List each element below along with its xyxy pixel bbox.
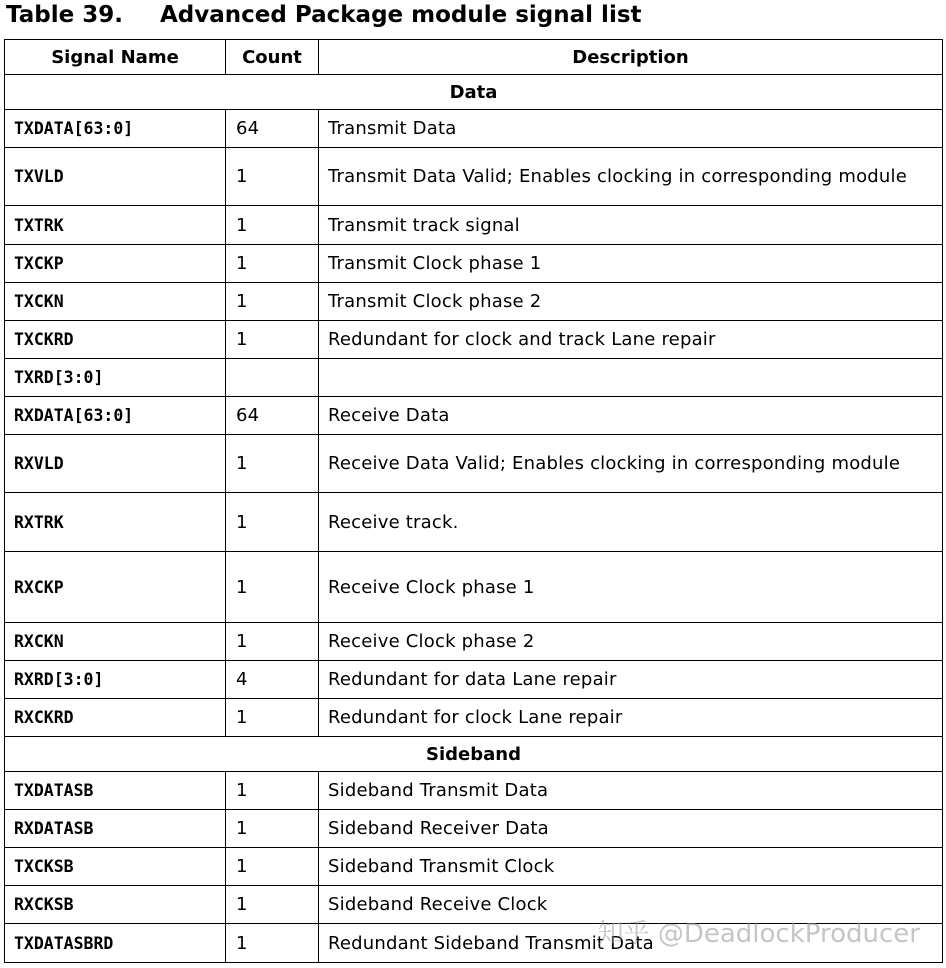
header-count: Count [226, 40, 319, 75]
description-cell: Receive Data [319, 397, 943, 435]
table-row [5, 886, 943, 924]
table-row [5, 206, 943, 245]
table-row [5, 110, 943, 148]
description-cell: Transmit Clock phase 2 [319, 283, 943, 321]
table-caption: Advanced Package module signal list [160, 2, 642, 28]
signal-table [4, 39, 943, 963]
table-number: Table 39. [6, 2, 123, 28]
table-row [5, 552, 943, 623]
count-cell: 1 [226, 493, 319, 552]
table-row [5, 699, 943, 737]
count-cell: 1 [226, 283, 319, 321]
table-row [5, 493, 943, 552]
signal-name-cell: TXCKN [5, 283, 226, 321]
signal-name-cell: RXDATASB [5, 810, 226, 848]
count-cell: 64 [226, 397, 319, 435]
description-cell: Sideband Transmit Data [319, 772, 943, 810]
count-cell: 1 [226, 699, 319, 737]
table-row [5, 848, 943, 886]
header-signal-name: Signal Name [5, 40, 226, 75]
table-row [5, 321, 943, 359]
description-cell: Transmit track signal [319, 206, 943, 245]
section-title: Sideband [5, 737, 943, 772]
signal-name-cell: TXCKP [5, 245, 226, 283]
count-cell: 4 [226, 661, 319, 699]
section-row [5, 737, 943, 772]
description-cell [319, 359, 943, 397]
table-row [5, 148, 943, 206]
signal-name-cell: RXCKSB [5, 886, 226, 924]
signal-name-cell: RXRD[3:0] [5, 661, 226, 699]
count-cell: 1 [226, 206, 319, 245]
description-cell: Redundant for data Lane repair [319, 661, 943, 699]
description-cell: Sideband Transmit Clock [319, 848, 943, 886]
signal-name-cell: RXCKN [5, 623, 226, 661]
description-cell: Receive track. [319, 493, 943, 552]
table-row [5, 661, 943, 699]
header-row [5, 40, 943, 75]
description-cell: Redundant for clock Lane repair [319, 699, 943, 737]
header-description: Description [319, 40, 943, 75]
signal-name-cell: TXDATASBRD [5, 924, 226, 963]
description-cell: Redundant Sideband Transmit Data [319, 924, 943, 963]
count-cell: 1 [226, 148, 319, 206]
count-cell: 1 [226, 321, 319, 359]
table-row [5, 359, 943, 397]
table-row [5, 772, 943, 810]
signal-name-cell: RXTRK [5, 493, 226, 552]
table-row [5, 283, 943, 321]
signal-name-cell: TXRD[3:0] [5, 359, 226, 397]
count-cell: 1 [226, 552, 319, 623]
description-cell: Transmit Clock phase 1 [319, 245, 943, 283]
count-cell: 1 [226, 245, 319, 283]
table-row [5, 623, 943, 661]
table-row [5, 397, 943, 435]
count-cell: 1 [226, 772, 319, 810]
signal-name-cell: TXCKSB [5, 848, 226, 886]
count-cell: 1 [226, 924, 319, 963]
description-cell: Receive Data Valid; Enables clocking in corresponding module [319, 435, 943, 493]
count-cell: 1 [226, 886, 319, 924]
count-cell [226, 359, 319, 397]
signal-name-cell: TXCKRD [5, 321, 226, 359]
watermark: 知乎 @DeadlockProducer [597, 919, 920, 949]
count-cell: 1 [226, 623, 319, 661]
section-row [5, 75, 943, 110]
table-body [5, 75, 943, 963]
description-cell: Sideband Receive Clock [319, 886, 943, 924]
signal-name-cell: TXDATA[63:0] [5, 110, 226, 148]
table-title [6, 0, 642, 30]
description-cell: Receive Clock phase 2 [319, 623, 943, 661]
signal-name-cell: RXDATA[63:0] [5, 397, 226, 435]
description-cell: Redundant for clock and track Lane repair [319, 321, 943, 359]
description-cell: Transmit Data Valid; Enables clocking in corresponding module [319, 148, 943, 206]
table-row [5, 924, 943, 963]
count-cell: 1 [226, 848, 319, 886]
description-cell: Transmit Data [319, 110, 943, 148]
section-title: Data [5, 75, 943, 110]
table-row [5, 435, 943, 493]
signal-name-cell: TXVLD [5, 148, 226, 206]
count-cell: 64 [226, 110, 319, 148]
table-row [5, 810, 943, 848]
signal-name-cell: RXVLD [5, 435, 226, 493]
description-cell: Sideband Receiver Data [319, 810, 943, 848]
signal-name-cell: RXCKRD [5, 699, 226, 737]
signal-name-cell: TXDATASB [5, 772, 226, 810]
signal-name-cell: RXCKP [5, 552, 226, 623]
description-cell: Receive Clock phase 1 [319, 552, 943, 623]
table-row [5, 245, 943, 283]
count-cell: 1 [226, 435, 319, 493]
signal-name-cell: TXTRK [5, 206, 226, 245]
count-cell: 1 [226, 810, 319, 848]
